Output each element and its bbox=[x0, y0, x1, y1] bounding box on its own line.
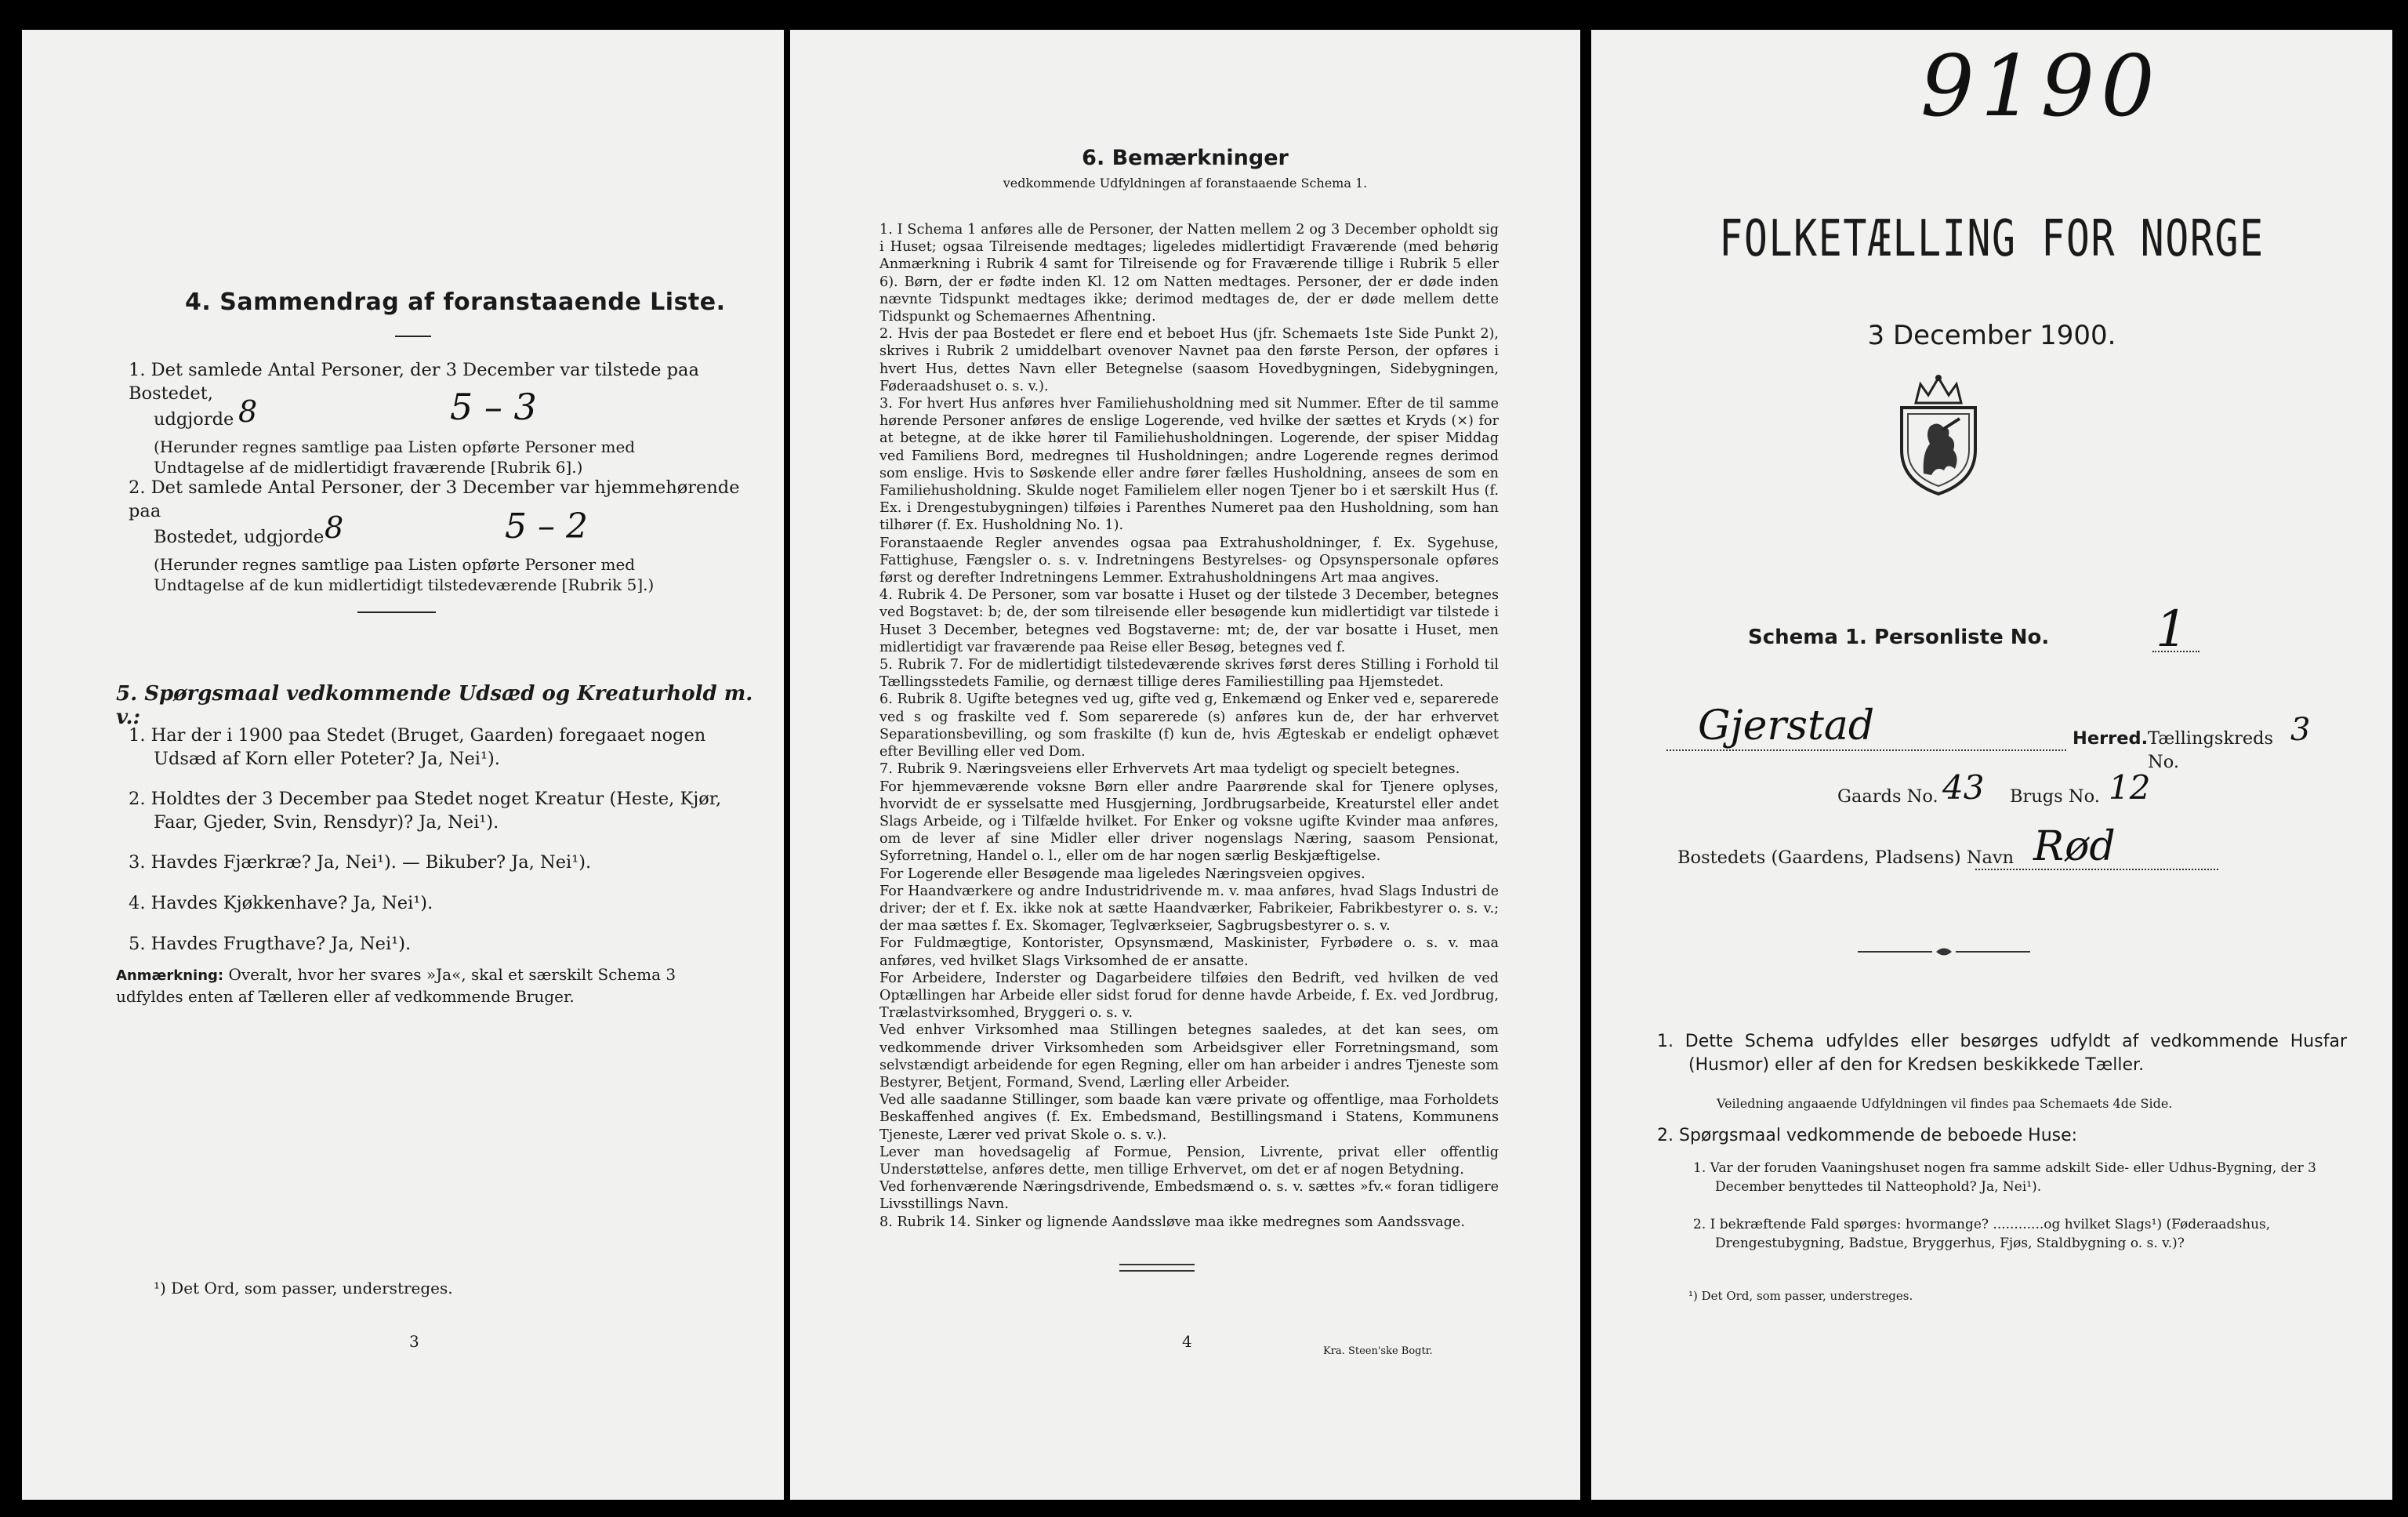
item-1-line-1: 1. Det samlede Antal Personer, der 3 December var tilstede paa Bostedet, bbox=[129, 360, 699, 404]
bosted-row bbox=[1677, 823, 2320, 881]
herred-label: Herred. bbox=[2073, 728, 2149, 749]
remark-paragraph: 4. Rubrik 4. De Personer, som var bosatte i Huset og der tilstede 3 December, betegnes ved Bogstavet: b; de, der som tilreisende eller besøgende kun midlertidigt var tilstede i Huset 3 December, betegnes ved Bogstaverne: mt; de, der var bosatte i Huset, men midlertidigt var fraværende paa Reise eller Besøg, betegnes ved f. bbox=[879, 587, 1499, 655]
question-5: 5. Havdes Frugthave? Ja, Nei¹). bbox=[129, 933, 412, 954]
remark-paragraph: 2. Hvis der paa Bostedet er flere end et beboet Hus (jfr. Schemaets 1ste Side Punkt 2), skrives i Rubrik 2 umiddelbart ovenover Navnet paa den første Person, der opføres i hvert Hus, dettes Navn eller Betegnelse (saasom Hovedbygningen, Sidebygningen, Føderaadshuset o. s. v.). bbox=[879, 326, 1499, 394]
remarks-title: 6. Bemærkninger bbox=[1082, 146, 1289, 170]
bosted-label: Bostedets (Gaardens, Pladsens) Navn bbox=[1677, 847, 2015, 868]
item-2-line-2: Bostedet, udgjorde bbox=[154, 527, 325, 548]
remark-paragraph: Lever man hovedsagelig af Formue, Pension, Livrente, privat eller offentlig Understøttelse, anføres dette, men tillige Erhvervet, om det er af nogen Betydning. bbox=[879, 1144, 1499, 1178]
remark-paragraph: Ved enhver Virksomhed maa Stillingen betegnes saaledes, at det kan sees, om vedkommende driver Virksomheden som Arbeidsgiver eller Forretningsmand, som selvstændigt arbeidende for egen Regning, eller om han arbeider i andres Tjeneste som Bestyrer, Betjent, Formand, Svend, Lærling eller Arbeider. bbox=[879, 1022, 1499, 1091]
page-4 bbox=[790, 30, 1580, 1500]
instruction-2: 2. Spørgsmaal vedkommende de beboede Huse: bbox=[1657, 1126, 2078, 1145]
instruction-2-question-2: 2. I bekræftende Fald spørges: hvormange? ............og hvilket Slags¹) (Føderaadshus, Drengestubygning, Badstue, Bryggerhus, Fjøs, Staldbygning o. s. v.)? bbox=[1693, 1217, 2271, 1251]
title-divider bbox=[395, 336, 431, 337]
kreds-label: Tællingskreds No. bbox=[2148, 728, 2274, 772]
remark-paragraph: 3. For hvert Hus anføres hver Familiehusholdning med sit Nummer. Efter de til samme hørende Personer anføres de enslige Logerende, ved hvilke der sættes et Kryds (×) for at betegne, at de ikke hører til Familiehusholdningen. Logerende, der spiser Middag ved Familiens Bord, medregnes til Husholdningen; andre Logerende regnes derimod som enslige. Hvis to Søskende eller andre fører fælles Husholdning, ansees de som en Familiehusholdning. Skulde noget Familielem eller nogen Tjener bo i et særskilt Hus (f. Ex. i Drengestubygningen) tilføies i Parenthes Numeret paa den Husholdning, som han tilhører (f. Ex. Husholdning No. 1). bbox=[879, 396, 1499, 534]
coat-of-arms-icon bbox=[1892, 372, 1985, 497]
page-number: 4 bbox=[1182, 1332, 1192, 1351]
remark-paragraph: For Logerende eller Besøgende maa ligeledes Næringsveien opgives. bbox=[879, 866, 1365, 882]
dotted-line bbox=[2152, 651, 2199, 652]
handwritten-bosted-name: Rød bbox=[2033, 823, 2116, 870]
remark-paragraph: 5. Rubrik 7. For de midlertidigt tilstedeværende skrives først deres Stilling i Forhold til Tællingsstedets Familie, og dernæst tillige deres Familiestilling paa Hjemstedet. bbox=[879, 657, 1499, 691]
printer-imprint: Kra. Steen'ske Bogtr. bbox=[1323, 1345, 1433, 1357]
questions-list bbox=[129, 724, 740, 973]
question-2: 2. Holdtes der 3 December paa Stedet noget Kreatur (Heste, Kjør, Faar, Gjeder, Svin, Rensdyr)? Ja, Nei¹). bbox=[129, 789, 722, 833]
item-2-line-1: 2. Det samlede Antal Personer, der 3 December var hjemmehørende paa bbox=[129, 477, 740, 521]
ornament-divider bbox=[1858, 945, 2030, 953]
handwritten-present-split: 5 – 3 bbox=[450, 386, 537, 429]
item-1-line-2: udgjorde bbox=[154, 409, 234, 430]
remark-paragraph: For Arbeidere, Inderster og Dagarbeidere tilføies den Bedrift, ved hvilken de ved Optællingen har Arbeide eller sidst forud for denne havde Arbeide, f. Ex. ved Jordbrug, Trælastvirksomhed, Bryggeri o. s. v. bbox=[879, 970, 1499, 1022]
summary-item-1 bbox=[129, 359, 740, 477]
footnote: ¹) Det Ord, som passer, understreges. bbox=[1688, 1289, 1913, 1303]
census-date: 3 December 1900. bbox=[1867, 320, 2116, 351]
brugs-label: Brugs No. bbox=[2010, 786, 2100, 807]
section-divider bbox=[357, 612, 436, 613]
remark-label: Anmærkning: bbox=[116, 967, 224, 984]
herred-row bbox=[1666, 702, 2311, 772]
handwritten-resident-total: 8 bbox=[325, 510, 344, 546]
dotted-line bbox=[1666, 749, 2066, 751]
footnote: ¹) Det Ord, som passer, understreges. bbox=[154, 1279, 453, 1297]
instruction-1-subnote: Veiledning angaaende Udfyldningen vil findes paa Schemaets 4de Side. bbox=[1717, 1096, 2173, 1111]
remark-paragraph: Ved forhenværende Næringsdrivende, Embedsmænd o. s. v. sættes »fv.« foran tidligere Livsstillings Navn. bbox=[879, 1179, 1499, 1213]
handwritten-present-total: 8 bbox=[238, 394, 258, 430]
remark-paragraph: 8. Rubrik 14. Sinker og lignende Aandssløve maa ikke medregnes som Aandssvage. bbox=[879, 1214, 1465, 1230]
remark-paragraph: 1. I Schema 1 anføres alle de Personer, der Natten mellem 2 og 3 December opholdt sig i Huset; ogsaa Tilreisende medtages; ligeledes midlertidigt Fraværende (med behørig Anmærkning i Rubrik 4 samt for Tilreisende og for Fraværende tillige i Rubrik 5 eller 6). Børn, der er fødte inden Kl. 12 om Natten medtages. Personer, der er døde inden nævnte Tidspunkt medtages ikke; derimod medtages de, der er døde mellem dette Tidspunkt og Schemaernes Afhentning. bbox=[879, 222, 1499, 325]
remark-paragraph: 7. Rubrik 9. Næringsveiens eller Erhvervets Art maa tydeligt og specielt betegnes. bbox=[879, 761, 1460, 778]
section-5-title: 5. Spørgsmaal vedkommende Udsæd og Kreaturhold m. v.: bbox=[116, 682, 753, 729]
handwritten-brugs-no: 12 bbox=[2109, 768, 2151, 807]
handwritten-archive-number: 9190 bbox=[1920, 38, 2161, 136]
handwritten-resident-split: 5 – 2 bbox=[505, 506, 588, 547]
handwritten-herred: Gjerstad bbox=[1698, 702, 1875, 749]
handwritten-personliste-number: 1 bbox=[2156, 601, 2188, 659]
handwritten-gaards-no: 43 bbox=[1942, 768, 1985, 807]
page-3 bbox=[22, 30, 784, 1500]
summary-item-2 bbox=[129, 477, 740, 595]
question-4: 4. Havdes Kjøkkenhave? Ja, Nei¹). bbox=[129, 892, 433, 913]
remarks-subtitle: vedkommende Udfyldningen af foranstaaende Schema 1. bbox=[1003, 176, 1368, 191]
remark-paragraph: For Fuldmægtige, Kontorister, Opsynsmænd, Maskinister, Fyrbødere o. s. v. maa anføres, ved hvilket Slags Virksomhed de er ansatte. bbox=[879, 935, 1499, 969]
dotted-line bbox=[1975, 869, 2218, 870]
item-1-note: (Herunder regnes samtlige paa Listen opførte Personer med Undtagelse af de midlertidigt fraværende [Rubrik 6].) bbox=[154, 437, 636, 477]
question-1: 1. Har der i 1900 paa Stedet (Bruget, Gaarden) foregaaet nogen Udsæd af Korn eller Poteter? Ja, Nei¹). bbox=[129, 725, 706, 769]
remark-paragraph: Ved alle saadanne Stillinger, som baade kan være private og offentlige, maa Forholdets Beskaffenhed angives (f. Ex. Embedsmand, Bestillingsmand i Statens, Kommunens Tjeneste, Lærer ved privat Skole o. s. v.). bbox=[879, 1092, 1499, 1143]
page-1-cover bbox=[1591, 30, 2392, 1500]
remark-paragraph: 6. Rubrik 8. Ugifte betegnes ved ug, gifte ved g, Enkemænd og Enker ved e, separerede ved s og fraskilte ved f. Som separerede (s) anføres kun de, der har erhvervet Separationsbevilling, og som fraskilte (f) kun de, hvis Ægteskab er endeligt ophævet efter Bevilling eller ved Dom. bbox=[879, 691, 1499, 760]
remark-text: Overalt, hvor her svares »Ja«, skal et særskilt Schema 3 udfyldes enten af Tælleren eller af vedkommende Bruger. bbox=[116, 965, 676, 1006]
item-2-note: (Herunder regnes samtlige paa Listen opførte Personer med Undtagelse af de kun midlertidigt tilstedeværende [Rubrik 5].) bbox=[154, 555, 655, 595]
question-3: 3. Havdes Fjærkræ? Ja, Nei¹). — Bikuber? Ja, Nei¹). bbox=[129, 852, 592, 873]
remark-note bbox=[116, 964, 743, 1007]
remarks-list bbox=[879, 221, 1499, 1231]
end-ornament bbox=[1119, 1264, 1195, 1272]
section-4-title: 4. Sammendrag af foranstaaende Liste. bbox=[185, 289, 726, 316]
instruction-1: 1. Dette Schema udfyldes eller besørges udfyldt af vedkommende Husfar (Husmor) eller af den for Kredsen beskikkede Tæller. bbox=[1657, 1032, 2347, 1075]
schema-label: Schema 1. Personliste No. bbox=[1748, 626, 2050, 649]
remark-paragraph: Foranstaaende Regler anvendes ogsaa paa Extrahusholdninger, f. Ex. Sygehuse, Fattighuse, Fængsler o. s. v. Indretningens Bestyrelses- og Opsynspersonale opføres først og derefter Indretningens Lemmer. Extrahusholdningens Art maa angives. bbox=[879, 535, 1499, 586]
gaards-label: Gaards No. bbox=[1837, 786, 1938, 807]
remark-paragraph: For Haandværkere og andre Industridrivende m. v. maa anføres, hvad Slags Industri de driver; der et f. Ex. ikke nok at sætte Haandværker, Fabrikeier, Fabrikbestyrer o. s. v.; der maa sættes f. Ex. Skomager, Teglværkseier, Sagbrugsbestyrer o. s. v. bbox=[879, 883, 1499, 935]
bleed-through-text bbox=[132, 61, 140, 89]
instruction-2-question-1: 1. Var der foruden Vaaningshuset nogen fra samme adskilt Side- eller Udhus-Bygning, der 3 December benyttedes til Natteophold? Ja, Nei¹). bbox=[1693, 1160, 2316, 1195]
main-title: FOLKETÆLLING FOR NORGE bbox=[1719, 210, 2265, 268]
gaards-brugs-row bbox=[1837, 768, 2308, 822]
page-number: 3 bbox=[409, 1332, 419, 1351]
handwritten-kreds-no: 3 bbox=[2290, 712, 2311, 748]
remark-paragraph: For hjemmeværende voksne Børn eller andre Paarørende skal for Tjenere oplyses, hvorvidt de er sysselsatte med Husgjerning, Jordbrugsarbeide, Kreaturstel eller andet Slags Arbeide, og i Tilfælde hvilket. For Enker og voksne ugifte Kvinder maa anføres, om de lever af sine Midler eller driver nogenslags Næring, saasom Pensionat, Syforretning, Handel o. l., eller om de har nogen særlig Beskjæftigelse. bbox=[879, 778, 1499, 865]
